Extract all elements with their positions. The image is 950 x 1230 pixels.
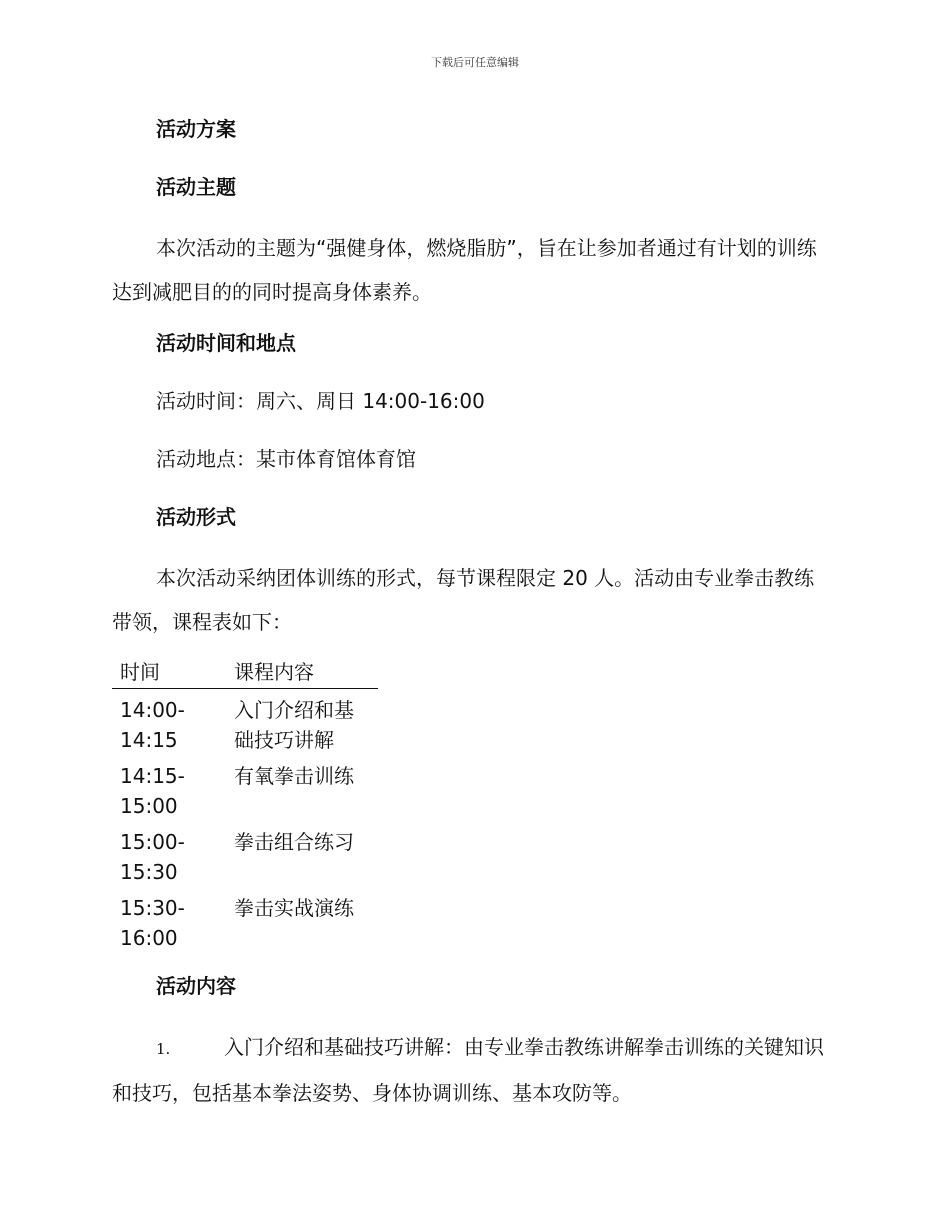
list-item-text: 入门介绍和基础技巧讲解：由专业拳击教练讲解拳击训练的关键知识和技巧，包括基本拳法姿势、身体协调训练、基本攻防等。 <box>112 1035 824 1105</box>
table-row <box>112 755 378 821</box>
table-row <box>112 887 378 953</box>
theme-paragraph: 本次活动的主题为“强健身体，燃烧脂肪”，旨在让参加者通过有计划的训练达到减肥目的的同时提高身体素养。 <box>112 236 817 304</box>
section-heading-theme: 活动主题 <box>156 175 236 199</box>
schedule-table <box>112 656 378 953</box>
schedule-course-cell: 拳击实战演练 <box>234 896 354 920</box>
table-row <box>112 689 378 756</box>
schedule-course-cell: 有氧拳击训练 <box>234 764 354 788</box>
activity-place-line: 活动地点：某市体育馆体育馆 <box>156 447 416 471</box>
document-title: 活动方案 <box>156 117 236 141</box>
schedule-header-row <box>112 656 378 689</box>
table-row <box>112 821 378 887</box>
format-paragraph: 本次活动采纳团体训练的形式，每节课程限定 20 人。活动由专业拳击教练带领，课程表如下： <box>112 566 815 634</box>
activity-time-line: 活动时间：周六、周日 14:00-16:00 <box>156 389 485 413</box>
section-heading-time-place: 活动时间和地点 <box>156 331 296 355</box>
schedule-time-cell: 14:15-15:00 <box>120 764 185 818</box>
schedule-header-time: 时间 <box>112 656 226 689</box>
document-body <box>112 110 834 1115</box>
section-heading-format: 活动形式 <box>156 505 236 529</box>
schedule-time-cell: 15:00-15:30 <box>120 830 185 884</box>
list-item-number: 1. <box>156 1040 171 1058</box>
section-heading-content: 活动内容 <box>156 974 236 998</box>
schedule-course-cell: 拳击组合练习 <box>234 830 354 854</box>
schedule-time-cell: 14:00-14:15 <box>120 698 185 752</box>
page-header: 下载后可任意编辑 <box>431 56 519 69</box>
schedule-course-cell: 入门介绍和基础技巧讲解 <box>234 698 354 752</box>
schedule-header-course: 课程内容 <box>226 656 378 689</box>
list-item <box>112 1025 834 1115</box>
schedule-time-cell: 15:30-16:00 <box>120 896 185 950</box>
